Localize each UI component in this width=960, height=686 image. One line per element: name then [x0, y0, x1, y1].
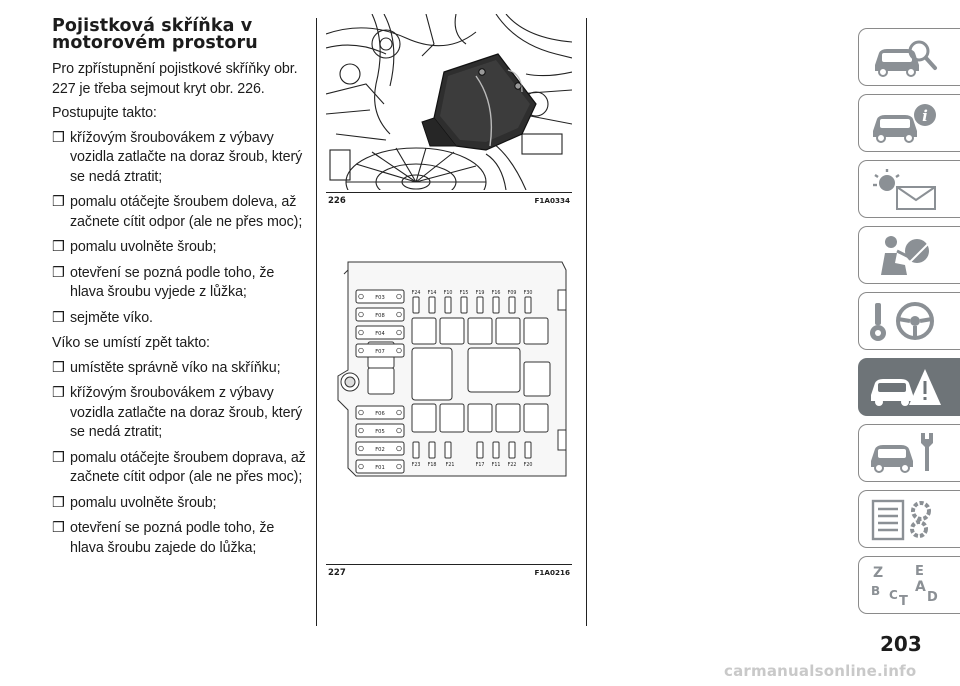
- fuse-label: F04: [375, 331, 385, 337]
- checkbox-bullet-icon: ❒: [52, 264, 65, 281]
- fuse-f04: [356, 326, 404, 339]
- fuse-label: F05: [375, 429, 385, 435]
- step-text: křížovým šroubovákem z výbavy vozidla zatlačte na doraz šroub, který se nedá ztratit;: [70, 385, 303, 440]
- key-steering-wheel-icon: [869, 299, 943, 343]
- figure-code: F1A0334: [534, 196, 570, 205]
- tab-index[interactable]: [858, 556, 960, 614]
- fuse-f09: [508, 290, 517, 313]
- checkbox-bullet-icon: ❒: [52, 494, 65, 511]
- list-item: [52, 359, 308, 379]
- close-steps-list: [52, 359, 308, 559]
- tab-starting-driving[interactable]: [858, 292, 960, 350]
- figure-number: 227: [328, 568, 346, 578]
- fuse-label: F01: [375, 465, 385, 471]
- list-item: [52, 129, 308, 188]
- tab-in-an-emergency[interactable]: [858, 358, 960, 416]
- step-text: sejměte víko.: [70, 309, 153, 326]
- fuse-f17: [476, 442, 485, 468]
- open-steps-list: [52, 129, 308, 329]
- fuse-f07: [356, 344, 404, 357]
- svg-text:i: i: [922, 107, 928, 125]
- list-item: [52, 449, 308, 488]
- checkbox-bullet-icon: ❒: [52, 194, 65, 210]
- main-text-column: [52, 18, 308, 564]
- index-letter: D: [927, 590, 938, 605]
- checkbox-bullet-icon: ❒: [52, 449, 65, 466]
- list-item: [52, 264, 308, 303]
- index-letter: A: [915, 579, 926, 595]
- list-item: [52, 519, 308, 558]
- step-text: umístěte správně víko na skříňku;: [70, 359, 281, 376]
- list-item: [52, 309, 308, 329]
- tab-knowing-the-car[interactable]: [858, 28, 960, 86]
- checkbox-bullet-icon: ❒: [52, 309, 65, 326]
- step-text: křížovým šroubovákem z výbavy vozidla zatlačte na doraz šroub, který se nedá ztratit;: [70, 129, 303, 185]
- fuse-f10: [444, 290, 453, 313]
- car-wrench-icon: [869, 431, 943, 475]
- checkbox-bullet-icon: ❒: [52, 239, 65, 255]
- index-letter: C: [889, 588, 898, 602]
- fuse-f05: [356, 424, 404, 437]
- fuse-f08: [356, 308, 404, 321]
- checkbox-bullet-icon: ❒: [52, 129, 65, 146]
- fuse-label: F07: [375, 349, 385, 355]
- fuse-label: F10: [443, 291, 453, 296]
- fuse-f23: [412, 442, 421, 468]
- fuse-label: F18: [427, 463, 437, 468]
- tab-technical-specs[interactable]: [858, 490, 960, 548]
- list-item: [52, 384, 308, 443]
- page-number: 203: [880, 632, 922, 656]
- fuse-box-diagram: [326, 250, 572, 480]
- fuse-label: F16: [491, 291, 501, 296]
- fuse-f03: [356, 290, 404, 303]
- fuse-label: F23: [411, 463, 421, 468]
- fuse-label: F19: [475, 291, 485, 296]
- fuse-label: F14: [427, 291, 437, 296]
- fuse-label: F15: [459, 291, 469, 296]
- fuse-f01: [356, 460, 404, 473]
- dashboard-light-mail-icon: [869, 167, 943, 211]
- fuse-f02: [356, 442, 404, 455]
- checkbox-bullet-icon: ❒: [52, 385, 65, 401]
- step-text: otevření se pozná podle toho, že hlava šroubu vyjede z lůžka;: [70, 264, 275, 300]
- intro-paragraph: Pro zpřístupnění pojistkové skříňky obr. 227 je třeba sejmout kryt obr. 226.: [52, 61, 298, 97]
- step-text: pomalu uvolněte šroub;: [70, 239, 217, 255]
- tab-servicing[interactable]: [858, 424, 960, 482]
- fuse-f14: [428, 290, 437, 313]
- fuse-label: F21: [445, 463, 455, 468]
- car-info-icon: [869, 101, 943, 145]
- airbag-seat-icon: [869, 233, 943, 277]
- fuse-label: F24: [411, 291, 421, 296]
- figure-226-engine-bay: [326, 14, 572, 190]
- section-title-line-2: motorovém prostoru: [52, 33, 258, 53]
- fuse-f22: [508, 442, 517, 468]
- checkbox-bullet-icon: ❒: [52, 359, 65, 376]
- section-title-line-1: Pojistková skříňka v: [52, 16, 253, 36]
- fuse-f15: [460, 290, 469, 313]
- fuse-label: F17: [475, 463, 485, 468]
- step-text: pomalu otáčejte šroubem doprava, až začnete cítit odpor (ale ne přes moc);: [70, 449, 306, 485]
- step-text: otevření se pozná podle toho, že hlava šroubu zajede do lůžka;: [70, 520, 275, 556]
- figure-227-fuse-box: [326, 250, 572, 480]
- refit-label: Víko se umístí zpět takto:: [52, 335, 210, 351]
- index-letters-icon: [869, 563, 943, 607]
- engine-bay-illustration: [326, 14, 572, 190]
- figure-code: F1A0216: [534, 568, 570, 577]
- tab-safety-info[interactable]: [858, 94, 960, 152]
- fuse-label: F09: [507, 291, 517, 296]
- fuse-f18: [428, 442, 437, 468]
- section-title: [52, 18, 308, 52]
- list-item: [52, 238, 308, 258]
- fuse-label: F08: [375, 313, 385, 319]
- list-item: [52, 193, 308, 232]
- index-letter: Z: [873, 565, 884, 581]
- car-search-icon: [869, 35, 943, 79]
- fuse-label: F03: [375, 295, 385, 301]
- procedure-label: Postupujte takto:: [52, 105, 157, 121]
- tab-safety[interactable]: [858, 226, 960, 284]
- fuse-f30: [524, 290, 533, 313]
- fuse-label: F06: [375, 411, 385, 417]
- car-warning-icon: [869, 365, 943, 409]
- fuse-f11: [492, 442, 501, 468]
- watermark: carmanualsonline.info: [724, 662, 917, 680]
- chapter-tabs: [858, 28, 960, 622]
- checkbox-bullet-icon: ❒: [52, 520, 65, 536]
- fuse-label: F11: [491, 463, 501, 468]
- index-letter: T: [899, 594, 908, 607]
- tab-warning-lights[interactable]: [858, 160, 960, 218]
- column-divider: [316, 18, 317, 626]
- fuse-label: F30: [523, 291, 533, 296]
- fuse-label: F22: [507, 463, 517, 468]
- specs-gear-icon: [869, 497, 943, 541]
- step-text: pomalu uvolněte šroub;: [70, 494, 217, 511]
- figure-227-caption: [326, 564, 572, 578]
- fuse-f16: [492, 290, 501, 313]
- list-item: [52, 494, 308, 514]
- index-letter: E: [915, 564, 924, 579]
- figure-number: 226: [328, 196, 346, 206]
- fuse-label: F02: [375, 447, 385, 453]
- fuse-f24: [412, 290, 421, 313]
- step-text: pomalu otáčejte šroubem doleva, až začnete cítit odpor (ale ne přes moc);: [70, 194, 303, 230]
- fuse-f19: [476, 290, 485, 313]
- fuse-f20: [524, 442, 533, 468]
- index-letter: B: [871, 584, 881, 598]
- figure-226-caption: [326, 192, 572, 206]
- column-divider-right: [586, 18, 587, 626]
- fuse-f06: [356, 406, 404, 419]
- fuse-label: F20: [523, 463, 533, 468]
